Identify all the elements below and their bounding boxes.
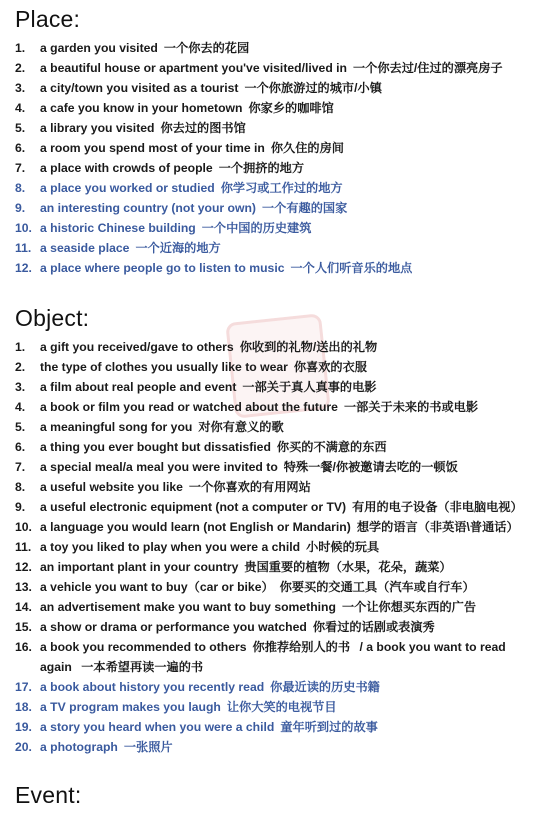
list-item — [0, 537, 550, 557]
item-chinese: 你推荐给别人的书 — [252, 640, 351, 654]
item-chinese: 一张照片 — [123, 740, 173, 754]
list-item — [0, 457, 550, 477]
place-list — [0, 38, 550, 278]
item-number: 4. — [15, 101, 26, 115]
list-item — [0, 617, 550, 637]
list-item — [0, 677, 550, 697]
item-chinese: 让你大笑的电视节目 — [226, 700, 337, 714]
item-number: 11. — [15, 540, 32, 554]
item-number: 5. — [15, 420, 26, 434]
list-item — [0, 557, 550, 577]
item-english: an advertisement make you want to buy something — [40, 600, 336, 614]
list-item — [0, 597, 550, 617]
object-list — [0, 337, 550, 757]
list-item — [0, 78, 550, 98]
item-number: 7. — [15, 460, 26, 474]
list-item — [0, 98, 550, 118]
item-number: 10. — [15, 221, 32, 235]
item-chinese: 童年听到过的故事 — [280, 720, 378, 734]
item-english: a book you recommended to others — [40, 640, 247, 654]
item-english: a library you visited — [40, 121, 155, 135]
item-chinese: 一个让你想买东西的广告 — [341, 600, 477, 614]
item-number: 5. — [15, 121, 26, 135]
item-english: a city/town you visited as a tourist — [40, 81, 239, 95]
item-number: 8. — [15, 181, 26, 195]
item-chinese: 一个有趣的国家 — [262, 201, 348, 215]
item-english: a thing you ever bought but dissatisfied — [40, 440, 271, 454]
item-chinese: 一个你去的花园 — [163, 41, 250, 55]
list-item — [0, 717, 550, 737]
item-number: 2. — [15, 360, 26, 374]
item-english: an interesting country (not your own) — [40, 201, 256, 215]
list-item — [0, 238, 550, 258]
item-number: 1. — [15, 41, 26, 55]
list-item — [0, 417, 550, 437]
list-item — [0, 437, 550, 457]
list-item — [0, 737, 550, 757]
item-english: a show or drama or performance you watched — [40, 620, 307, 634]
item-chinese: 一个你喜欢的有用网站 — [188, 480, 311, 494]
list-item — [0, 517, 550, 537]
item-english: a useful website you like — [40, 480, 183, 494]
item-chinese: 对你有意义的歌 — [198, 420, 284, 434]
item-english: a historic Chinese building — [40, 221, 196, 235]
list-item — [0, 138, 550, 158]
item-number: 1. — [15, 340, 26, 354]
item-english: a toy you liked to play when you were a child — [40, 540, 301, 554]
item-english: a beautiful house or apartment you've visited/lived in — [40, 61, 347, 75]
list-item — [0, 697, 550, 717]
item-chinese: 小时候的玩具 — [306, 540, 380, 554]
event-heading: Event: — [15, 782, 82, 808]
item-number: 7. — [15, 161, 26, 175]
item-chinese: 你看过的话剧或表演秀 — [312, 620, 435, 634]
item-english: an important plant in your country — [40, 560, 239, 574]
item-number: 9. — [15, 201, 26, 215]
item-number: 17. — [15, 680, 32, 694]
list-item — [0, 58, 550, 78]
item-english: a place where people go to listen to music — [40, 261, 285, 275]
item-chinese: 有用的电子设备（非电脑电视） — [352, 500, 523, 514]
item-chinese: 一个中国的历史建筑 — [201, 221, 312, 235]
item-chinese: 一个你旅游过的城市/小镇 — [244, 81, 382, 95]
item-english: the type of clothes you usually like to wear — [40, 360, 288, 374]
item-chinese: 你学习或工作过的地方 — [220, 181, 343, 195]
item-english: a meaningful song for you — [40, 420, 193, 434]
item-chinese: 你最近读的历史书籍 — [270, 680, 380, 694]
item-number: 6. — [15, 141, 26, 155]
list-item — [0, 397, 550, 417]
item-chinese: 贵国重要的植物（水果，花朵，蔬菜） — [244, 560, 452, 574]
list-item — [0, 258, 550, 278]
list-item — [0, 198, 550, 218]
item-number: 2. — [15, 61, 26, 75]
item-english: a film about real people and event — [40, 380, 237, 394]
item-english: a story you heard when you were a child — [40, 720, 275, 734]
item-number: 3. — [15, 81, 26, 95]
list-item — [0, 38, 550, 58]
item-number: 12. — [15, 560, 32, 574]
item-english: a room you spend most of your time in — [40, 141, 265, 155]
item-chinese: 一部关于真人真事的电影 — [242, 380, 377, 394]
item-chinese: 一个你去过/住过的漂亮房子 — [352, 61, 503, 75]
item-number: 14. — [15, 600, 32, 614]
item-english: a photograph — [40, 740, 118, 754]
item-english: a gift you received/gave to others — [40, 340, 234, 354]
item-english: a garden you visited — [40, 41, 158, 55]
item-number: 10. — [15, 520, 32, 534]
list-item — [0, 377, 550, 397]
list-item — [0, 357, 550, 377]
list-item — [0, 158, 550, 178]
item-number: 15. — [15, 620, 32, 634]
item-chinese: 想学的语言（非英语\普通话） — [356, 520, 519, 534]
item-number: 12. — [15, 261, 32, 275]
item-number: 3. — [15, 380, 26, 394]
item-number: 8. — [15, 480, 26, 494]
item-chinese: 你要买的交通工具（汽车或自行车） — [279, 580, 475, 594]
item-number: 6. — [15, 440, 26, 454]
item-number: 13. — [15, 580, 32, 594]
list-item — [0, 637, 550, 677]
item-english: a place with crowds of people — [40, 161, 213, 175]
item-chinese: 特殊一餐/你被邀请去吃的一顿饭 — [283, 460, 458, 474]
object-heading: Object: — [15, 305, 90, 331]
item-english: a place you worked or studied — [40, 181, 215, 195]
item-english: a vehicle you want to buy（car or bike） — [40, 580, 274, 594]
item-english-alt: / a book you want to read again — [40, 640, 506, 674]
item-chinese: 一个近海的地方 — [135, 241, 221, 255]
list-item — [0, 337, 550, 357]
list-item — [0, 577, 550, 597]
item-english: a language you would learn (not English or Mandarin) — [40, 520, 351, 534]
item-chinese: 你家乡的咖啡馆 — [248, 101, 334, 115]
item-chinese: 你去过的图书馆 — [160, 121, 246, 135]
place-heading: Place: — [15, 6, 81, 32]
item-chinese: 你买的不满意的东西 — [276, 440, 387, 454]
item-english: a special meal/a meal you were invited to — [40, 460, 278, 474]
item-chinese: 一部关于未来的书或电影 — [343, 400, 479, 414]
item-english: a cafe you know in your hometown — [40, 101, 243, 115]
list-item — [0, 178, 550, 198]
item-chinese: 一个人们听音乐的地点 — [290, 261, 413, 275]
list-item — [0, 118, 550, 138]
item-english: a book about history you recently read — [40, 680, 265, 694]
item-number: 16. — [15, 640, 32, 654]
item-number: 9. — [15, 500, 26, 514]
list-item — [0, 218, 550, 238]
item-english: a seaside place — [40, 241, 130, 255]
item-english: a book or film you read or watched about the future — [40, 400, 338, 414]
item-number: 19. — [15, 720, 32, 734]
list-item — [0, 477, 550, 497]
item-chinese: 一个拥挤的地方 — [218, 161, 305, 175]
list-item — [0, 497, 550, 517]
item-chinese: 你喜欢的衣服 — [293, 360, 367, 374]
item-chinese: 你收到的礼物/送出的礼物 — [239, 340, 378, 354]
item-number: 11. — [15, 241, 32, 255]
item-english: a TV program makes you laugh — [40, 700, 221, 714]
item-english: a useful electronic equipment (not a computer or TV) — [40, 500, 347, 514]
item-chinese-alt: 一本希望再读一遍的书 — [81, 660, 204, 674]
item-chinese: 你久住的房间 — [270, 141, 344, 155]
item-number: 20. — [15, 740, 32, 754]
item-number: 4. — [15, 400, 26, 414]
item-number: 18. — [15, 700, 32, 714]
